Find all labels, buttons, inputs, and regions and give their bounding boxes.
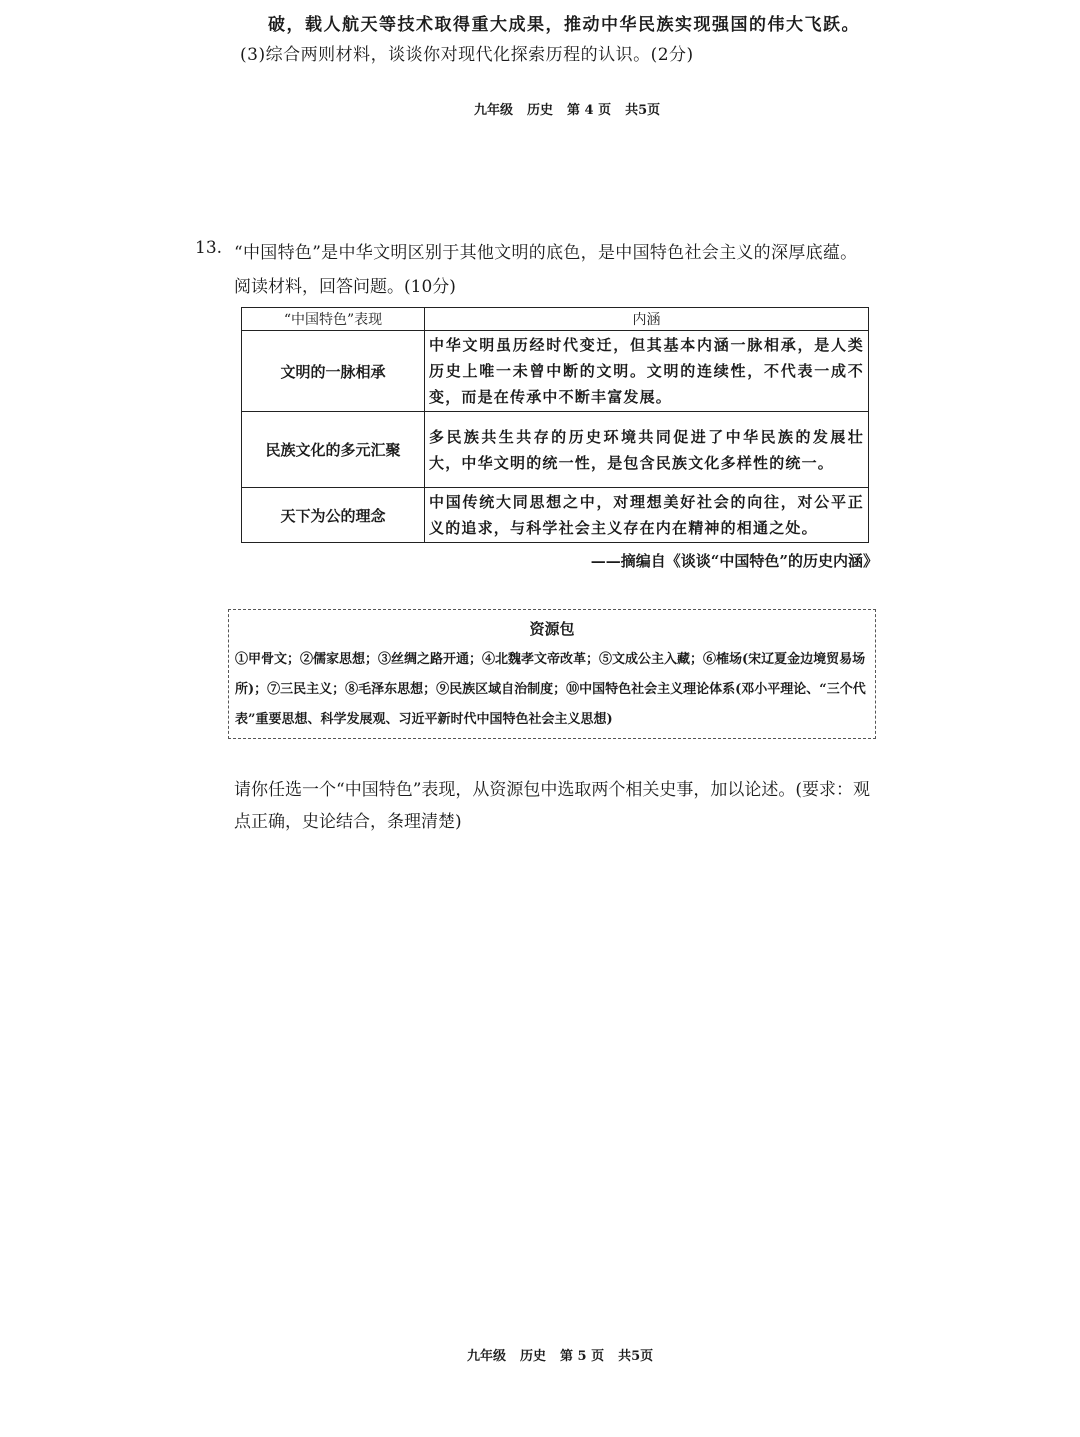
meaning-cell: 中华文明虽历经时代变迁，但其基本内涵一脉相承，是人类历史上唯一未曾中断的文明。文明的连续性，不代表一成不变，而是在传承中不断丰富发展。 (425, 331, 869, 412)
feature-cell: 民族文化的多元汇聚 (242, 412, 425, 488)
resource-pack-content: ①甲骨文；②儒家思想；③丝绸之路开通；④北魏孝文帝改革；⑤文成公主入藏；⑥榷场(宋辽夏金边境贸易场所)；⑦三民主义；⑧毛泽东思想；⑨民族区域自治制度；⑩中国特色社会主义理论体系(邓小平理论、“三个代表”重要思想、科学发展观、习近平新时代中国特色社会主义思想) (235, 652, 866, 727)
footer-page: 第 5 页 (560, 1349, 605, 1364)
resource-pack-title: 资源包 (529, 620, 575, 638)
footer-grade: 九年级 (467, 1349, 507, 1364)
question-number: 13. (195, 238, 223, 258)
page-footer-5 (467, 1345, 667, 1364)
table-row (242, 331, 869, 412)
table-row (242, 488, 869, 543)
meaning-cell: 多民族共生共存的历史环境共同促进了中华民族的发展壮大，中华文明的统一性，是包含民族文化多样性的统一。 (425, 412, 869, 488)
question-stem: “中国特色”是中华文明区别于其他文明的底色，是中国特色社会主义的深厚底蕴。 (234, 243, 858, 263)
feature-cell: 天下为公的理念 (242, 488, 425, 543)
meaning-cell: 中国传统大同思想之中，对理想美好社会的向往，对公平正义的追求，与科学社会主义存在内在精神的相通之处。 (425, 488, 869, 543)
page-footer-4 (474, 99, 674, 118)
task-instruction: 请你任选一个“中国特色”表现，从资源包中选取两个相关史事，加以论述。(要求：观点正确，史论结合，条理清楚) (234, 780, 871, 832)
table-header-row (242, 308, 869, 331)
footer-grade: 九年级 (474, 103, 514, 118)
table-header: 内涵 (425, 308, 869, 331)
footer-subject: 历史 (527, 103, 554, 118)
table-row (242, 412, 869, 488)
footer-subject: 历史 (520, 1349, 547, 1364)
footer-total: 共5页 (618, 1349, 654, 1364)
footer-total: 共5页 (625, 103, 661, 118)
footer-page: 第 4 页 (567, 103, 612, 118)
material-source: ——摘编自《谈谈“中国特色”的历史内涵》 (590, 552, 878, 570)
feature-cell: 文明的一脉相承 (242, 331, 425, 412)
subquestion-3: (3)综合两则材料，谈谈你对现代化探索历程的认识。(2分) (240, 45, 694, 65)
resource-pack (228, 609, 876, 739)
question-instruction: 阅读材料，回答问题。(10分) (234, 277, 456, 297)
previous-question-continuation: 破，载人航天等技术取得重大成果，推动中华民族实现强国的伟大飞跃。 (268, 15, 860, 35)
table-header: “中国特色”表现 (242, 308, 425, 331)
features-table (241, 307, 869, 543)
